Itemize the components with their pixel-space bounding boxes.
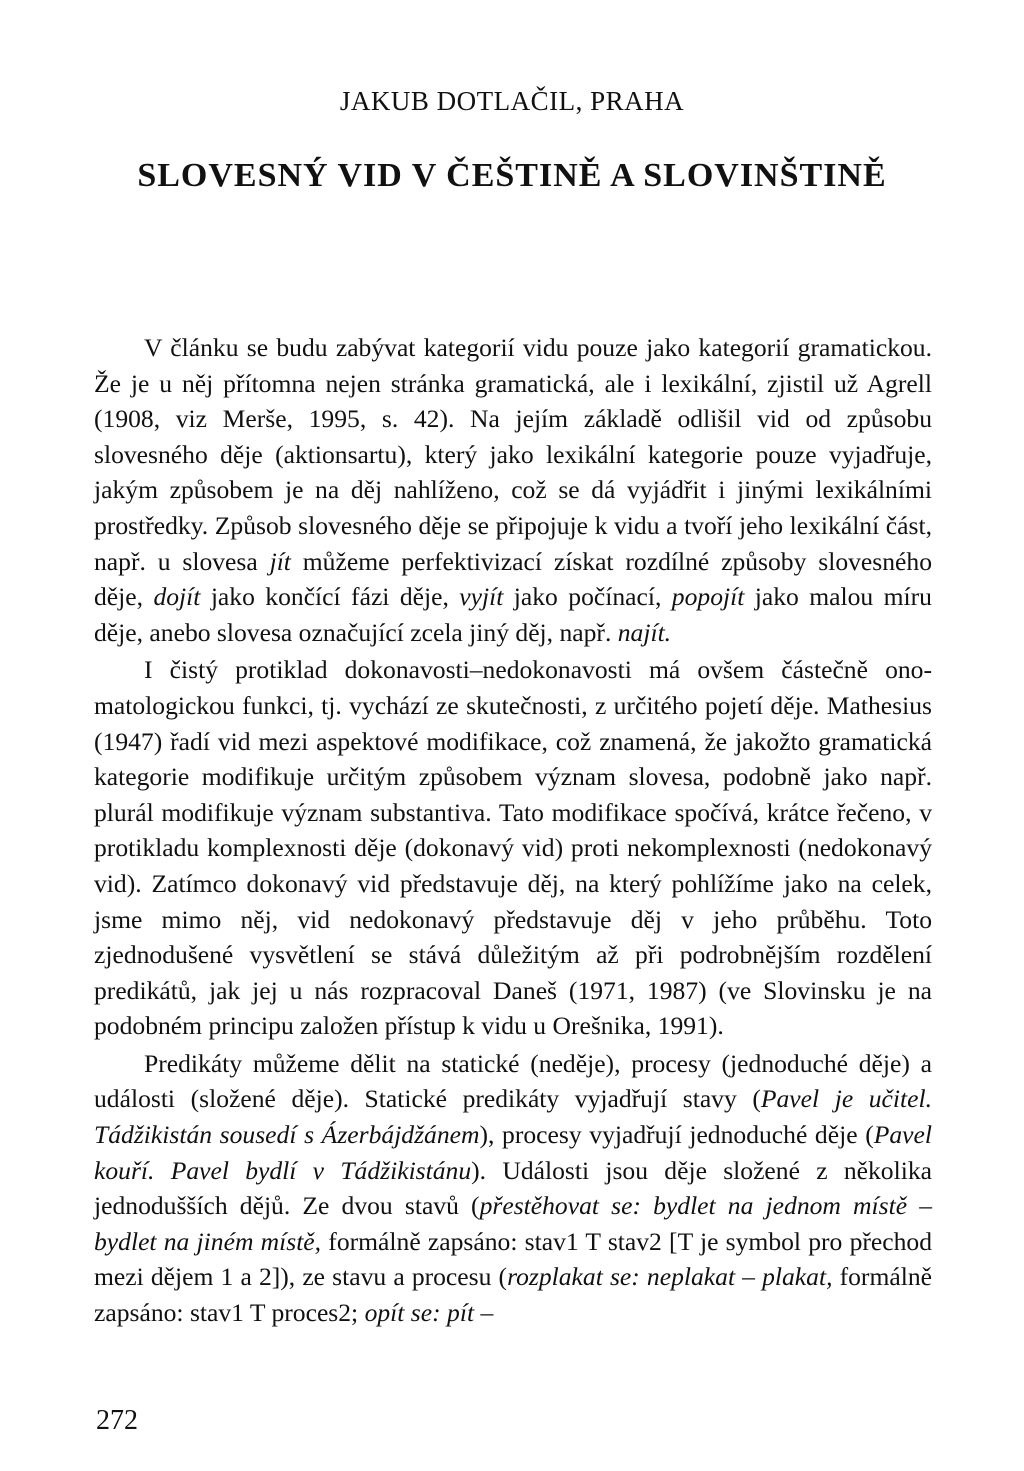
italic-run: opít se: pít – xyxy=(364,1298,494,1328)
italic-run: vyjít xyxy=(459,582,504,612)
text-run: jako malou míru děje, anebo slovesa označující zcela jiný děj, např. xyxy=(94,582,932,647)
italic-run: dojít xyxy=(153,582,201,612)
italic-run: přestěhovat se: bydlet na jednom místě – bydlet na jiném místě, xyxy=(94,1191,933,1256)
text-run: formálně zapsáno: stav1 T stav2 [T je symbol pro přechod mezi dějem 1 a 2]), ze stavu a procesu ( xyxy=(94,1226,933,1292)
text-run: jako končící fázi děje, xyxy=(200,582,460,612)
paragraph-3 xyxy=(94,1046,932,1331)
article-body xyxy=(94,330,932,1331)
text-run: můžeme perfektivizací získat rozdílné způsoby slovesného děje, xyxy=(94,546,932,612)
page-number: 272 xyxy=(96,1405,138,1436)
italic-run: popojít xyxy=(671,582,745,612)
italic-run: Pavel kouří. Pavel bydlí v Tádžikistánu xyxy=(94,1120,932,1185)
paragraph-1 xyxy=(94,330,932,650)
author-line: JAKUB DOTLAČIL, PRAHA xyxy=(339,86,685,116)
paragraph-2 xyxy=(94,652,932,1044)
text-run: jako počínací, xyxy=(503,582,672,612)
italic-run: rozplakat se: neplakat – plakat, xyxy=(507,1262,833,1292)
italic-run: jít xyxy=(269,546,291,576)
text-run: Predikáty můžeme dělit na statické (neděje), procesy (jednoduché děje) a události (složené děje). Statické predikáty vyjadřují stavy ( xyxy=(94,1048,932,1114)
text-run: I čistý protiklad dokonavosti–nedokonavosti má ovšem částečně onomatologickou funkci, tj. vychází ze skutečnosti, z určitého pojetí děje. Mathesius (1947) řadí vid mezi aspektové modifikace, což znamená, že jakožto gramatická kategorie modifikuje určitým způsobem význam slovesa, podobně jako např. plurál modifikuje význam substantiva. Tato modifikace spočívá, krátce řečeno, v protikladu komplexnosti děje (dokonavý vid) proti nekomplexnosti (nedokonavý vid). Zatímco dokonavý vid představuje děj, na který pohlížíme jako na celek, jsme mimo něj, vid nedokonavý představuje děj v jeho průběhu. Toto zjednodušené vysvětlení se stává důležitým až při podrobnějším rozdělení predikátů, jak jej u nás rozpracoval Daneš (1971, 1987) (ve Slovinsku je na podobném principu založen přístup k vidu u Orešnika, 1991). xyxy=(94,655,932,1041)
text-run: V článku se budu zabývat kategorií vidu pouze jako kategorií gramatickou. Že je u něj přítomna nejen stránka gramatická, ale i lexikální, zjistil už Agrell (1908, viz Merše, 1995, s. 42). Na jejím základě odlišil vid od způsobu slovesného děje (aktionsartu), který jako lexikální kategorie pouze vyjadřuje, jakým způsobem je na děj nahlíženo, což se dá vyjádřit i jinými lexikálními prostředky. Způsob slovesného děje se připojuje k vidu a tvoří jeho lexikální část, např. u slovesa xyxy=(94,333,932,576)
italic-run: Pavel je učitel. Tádžikistán sousedí s Ázerbájdžánem xyxy=(94,1084,932,1150)
text-run: formálně zapsáno: stav1 T proces2; xyxy=(94,1262,932,1328)
text-run: ), procesy vyjadřují jednoduché děje ( xyxy=(479,1120,874,1150)
text-run: ). Události jsou děje složené z několika jednodušších dějů. Ze dvou stavů ( xyxy=(94,1155,932,1221)
article-title: SLOVESNÝ VID V ČEŠTINĚ A SLOVINŠTINĚ xyxy=(137,157,887,194)
italic-run: najít. xyxy=(617,617,672,647)
